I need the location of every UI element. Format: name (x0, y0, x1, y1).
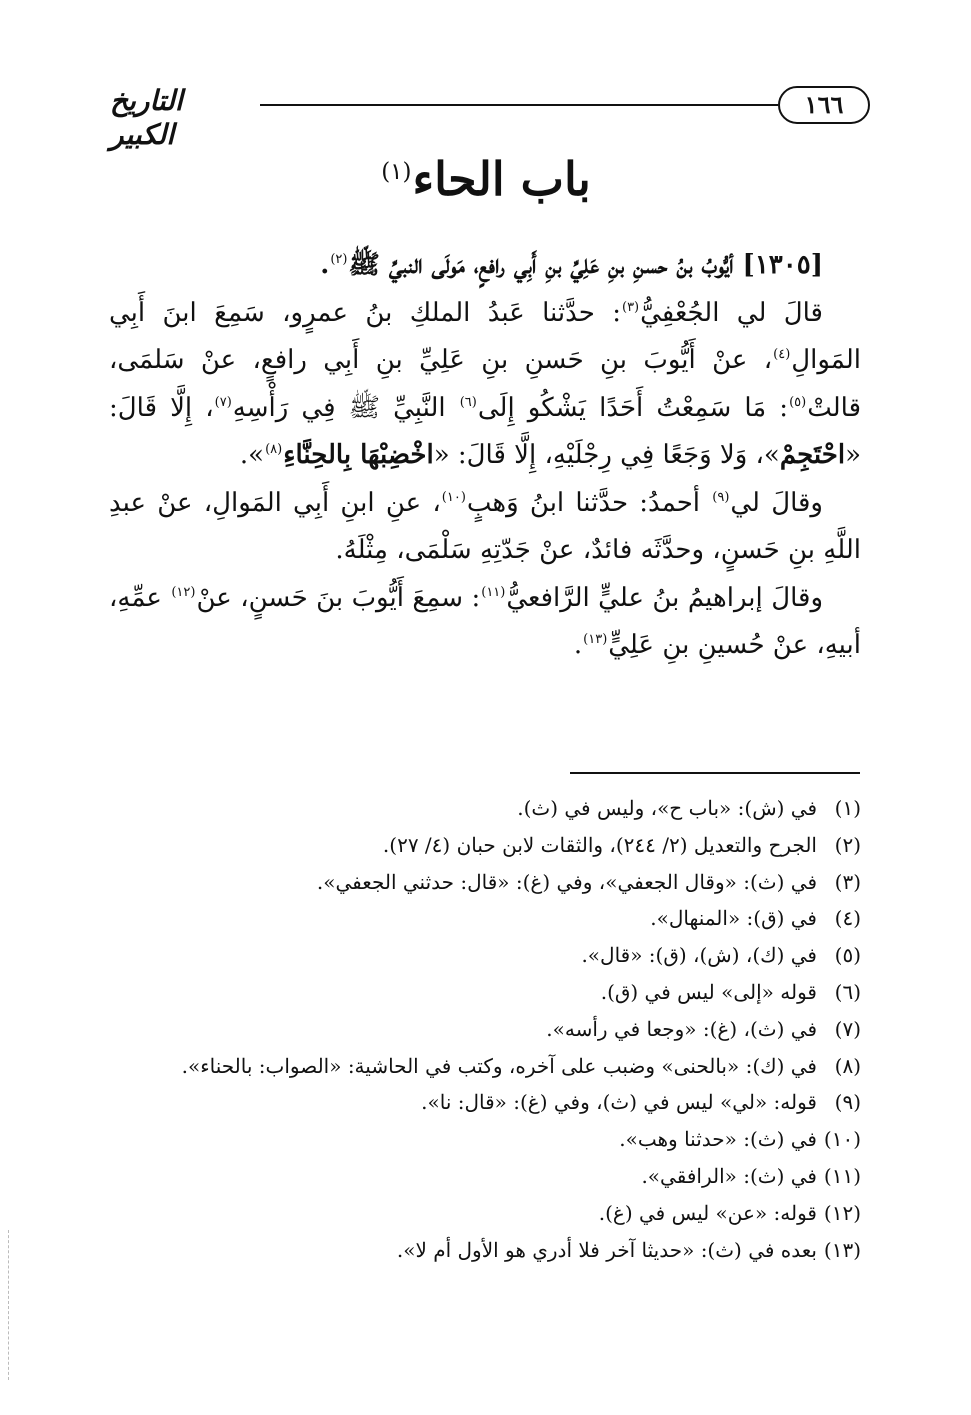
footnote-text: في (ق): «المنهال». (650, 906, 817, 931)
footnote-item (109, 1195, 861, 1232)
footnote-number: (٥) (834, 943, 861, 968)
footnote-item (109, 1121, 861, 1158)
paragraph-1 (109, 290, 861, 480)
footnote-ref: (٣) (621, 299, 640, 315)
text-run: أحمدُ: حدَّثنا ابنُ وَهبٍ (466, 487, 712, 518)
text-run: وقالَ لي (730, 487, 823, 518)
footnote-text: في (ك)، (ش)، (ق): «قال». (581, 943, 817, 968)
footnote-number: (٢) (834, 832, 861, 857)
text-run: ، إِلَّا قَالَ: « (109, 392, 861, 470)
text-run: »، وَلا وَجَعًا فِي رِجْلَيْهِ، إِلَّا قَالَ: « (433, 440, 780, 470)
hadith-quote: اخْضِبْهَا بِالحِنَّاءِ (283, 440, 434, 470)
chapter-title-text: باب الحاء (412, 152, 591, 206)
footnote-number: (٨) (834, 1053, 861, 1078)
footnote-ref: (١٣) (583, 632, 608, 648)
footnote-item (109, 827, 861, 864)
entry-end: . (320, 250, 330, 280)
book-title: التاريخ الكبير (110, 84, 183, 151)
text-run: النَّبِيِّ ﷺ فِي رَأْسِهِ (232, 392, 459, 423)
text-run: وقالَ إبراهيمُ بنُ عليٍّ الرَّافعيُّ (506, 582, 823, 613)
footnote-number: (٣) (834, 869, 861, 894)
footnote-number: (١١) (823, 1163, 861, 1188)
footnote-text: في (ث): «وقال الجعفي»، وفي (غ): «قال: حدثني الجعفي». (316, 869, 817, 894)
footnote-text: في (ث): «الرافقي». (641, 1163, 817, 1188)
footnote-separator (570, 772, 860, 774)
header-rule (260, 104, 778, 106)
page-number: ١٦٦ (778, 86, 870, 124)
footnote-ref: (١) (381, 158, 412, 185)
footnote-item (109, 1048, 861, 1085)
footnote-number: (١٠) (823, 1127, 861, 1152)
footnote-item (109, 937, 861, 974)
footnote-text: في (ك): «بالحنى» وضبب على آخره، وكتب في الحاشية: «الصواب: بالحناء». (181, 1053, 817, 1078)
footnote-number: (٩) (834, 1090, 861, 1115)
footnote-number: (١٢) (823, 1200, 861, 1225)
footnotes-list (109, 790, 861, 1268)
footnote-text: في (ش): «باب ح»، وليس في (ث). (517, 796, 817, 820)
footnote-text: الجرح والتعديل (٢/ ٢٤٤)، والثقات لابن حبان (٤/ ٢٧). (382, 832, 817, 857)
chapter-title (200, 150, 771, 210)
entry-number: [١٣٠٥] (742, 250, 823, 280)
footnote-ref: (١٢) (171, 584, 196, 600)
footnote-item (109, 1084, 861, 1121)
footnote-item (109, 900, 861, 937)
paragraph-3 (109, 575, 861, 670)
footnote-ref: (١١) (481, 584, 506, 600)
footnote-text: في (ث): «حدثنا وهب». (619, 1127, 817, 1152)
footnote-item (109, 864, 861, 901)
running-header (110, 82, 870, 151)
footnote-ref: (٧) (214, 394, 232, 410)
text-run: : مَا سَمِعْتُ أَحَدًا يَشْكُو إِلَى (477, 392, 789, 423)
footnote-number: (٦) (834, 979, 861, 1004)
footnote-ref: (٩) (712, 489, 730, 505)
text-run: قالَ لي الجُعْفِيُّ (640, 297, 823, 328)
footnote-item (109, 1232, 861, 1269)
footnote-ref: (٥) (789, 394, 807, 410)
text-run: ». (239, 440, 265, 470)
footnote-item (109, 1011, 861, 1048)
footnote-ref: (٦) (459, 394, 477, 410)
footnote-text: قوله: «لي» ليس في (ث)، وفي (غ): «قال: نا». (421, 1090, 817, 1115)
footnote-ref: (١٠) (441, 489, 466, 505)
text-run: . (573, 630, 583, 660)
footnote-number: (١) (834, 796, 861, 820)
footnote-item (109, 1158, 861, 1195)
footnote-number: (٧) (834, 1016, 861, 1041)
entry-name: أيُّوبُ بنُ حسنِ بنِ عَلِيِّ بنِ أَبِي رافعٍ، مَولَى النبيِّ ﷺ (348, 250, 734, 280)
footnote-item (109, 974, 861, 1011)
entry-heading (109, 242, 861, 290)
footnote-text: قوله «إلى» ليس في (ق). (600, 979, 817, 1004)
hadith-quote: احْتَجِمْ (779, 440, 846, 470)
footnote-ref: (٨) (265, 442, 283, 458)
footnote-number: (٤) (834, 906, 861, 931)
footnote-text: بعده في (ث): «حديثا آخر فلا أدري هو الأول أم لا». (396, 1237, 817, 1262)
text-run: : حدَّثنا عَبدُ الملكِ بنُ عمرٍو، سَمِعَ ابنَ أَبِي المَوالِ (109, 297, 861, 375)
scan-margin-mark (8, 1230, 11, 1380)
text-run: عمِّهِ، أبيهِ، عنْ حُسينِ بنِ عَلِيٍّ (109, 582, 861, 660)
footnote-item (109, 790, 861, 827)
text-run: : سمِعَ أَيُّوبَ بنَ حَسنٍ، عنْ (196, 582, 481, 613)
main-text (109, 242, 861, 670)
paragraph-2 (109, 480, 861, 575)
footnote-ref: (٢) (330, 252, 348, 268)
text-run: ، عنِ ابنِ أَبِي المَوالِ، عنْ عبدِ اللَّهِ بنِ حَسنٍ، وحدَّثَه فائدٌ، عنْ جَدّتِهِ سَلْمَى، مِثْلَهُ. (109, 487, 861, 565)
footnote-number: (١٣) (823, 1237, 861, 1262)
footnote-text: قوله: «عن» ليس في (غ). (598, 1200, 817, 1225)
footnote-ref: (٤) (773, 347, 791, 363)
footnote-text: في (ث)، (غ): «وجعا في رأسه». (546, 1016, 817, 1041)
text-run: ، عنْ أَيُّوبَ بنِ حَسنِ بنِ عَلِيِّ بنِ أَبِي رافعٍ، عنْ سَلمَى، قالتْ (109, 345, 862, 423)
